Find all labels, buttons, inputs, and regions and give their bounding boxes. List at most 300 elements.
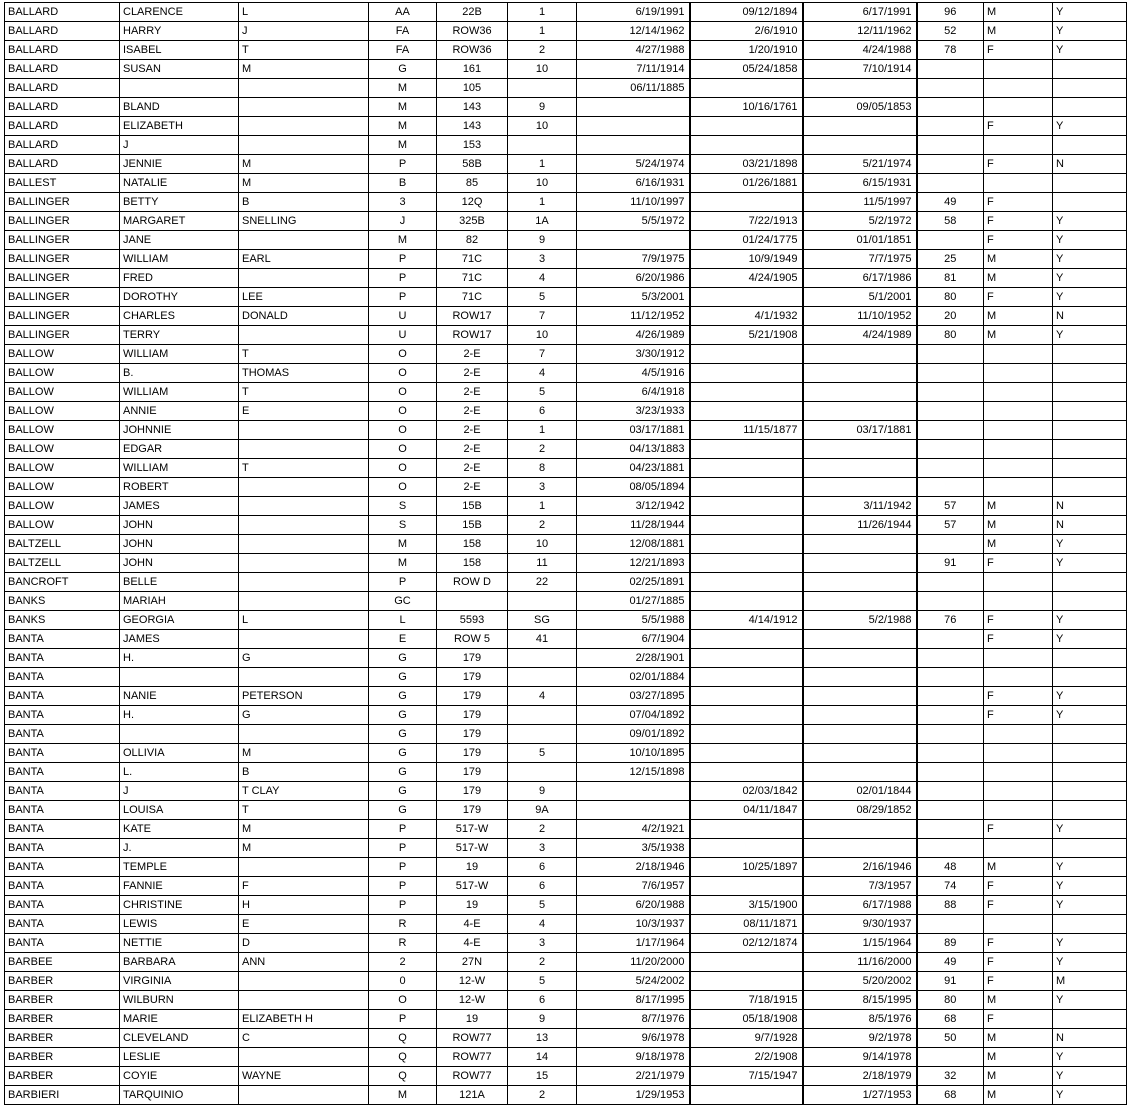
grave-cell: 4 [508, 269, 577, 288]
surname-cell: BALLARD [5, 41, 120, 60]
interment-date-cell [577, 782, 690, 801]
sex-cell [984, 478, 1053, 497]
age-cell [917, 839, 984, 858]
table-row [5, 915, 1127, 934]
surname-cell: BALLOW [5, 478, 120, 497]
grave-cell: 2 [508, 820, 577, 839]
surname-cell: BALLARD [5, 117, 120, 136]
age-cell: 89 [917, 934, 984, 953]
middle-name-cell [239, 269, 369, 288]
middle-name-cell [239, 535, 369, 554]
table-row [5, 820, 1127, 839]
lot-cell: 19 [437, 858, 508, 877]
table-row [5, 1029, 1127, 1048]
flag-cell: Y [1053, 269, 1127, 288]
grave-cell [508, 725, 577, 744]
sex-cell: F [984, 41, 1053, 60]
section-cell: O [369, 421, 437, 440]
first-name-cell: CHARLES [120, 307, 239, 326]
table-row [5, 345, 1127, 364]
table-row [5, 858, 1127, 877]
section-cell: B [369, 174, 437, 193]
lot-cell: ROW36 [437, 41, 508, 60]
age-cell [917, 649, 984, 668]
table-row [5, 1010, 1127, 1029]
lot-cell: ROW77 [437, 1048, 508, 1067]
sex-cell [984, 725, 1053, 744]
sex-cell: M [984, 1048, 1053, 1067]
flag-cell [1053, 136, 1127, 155]
age-cell: 57 [917, 497, 984, 516]
lot-cell: 517-W [437, 877, 508, 896]
flag-cell: N [1053, 516, 1127, 535]
age-cell [917, 98, 984, 117]
sex-cell: M [984, 991, 1053, 1010]
interment-date-cell: 8/17/1995 [577, 991, 690, 1010]
section-cell: FA [369, 22, 437, 41]
age-cell [917, 117, 984, 136]
flag-cell [1053, 839, 1127, 858]
death-date-cell: 3/11/1942 [803, 497, 917, 516]
interment-date-cell: 7/11/1914 [577, 60, 690, 79]
table-row [5, 706, 1127, 725]
death-date-cell: 6/15/1931 [803, 174, 917, 193]
flag-cell: Y [1053, 896, 1127, 915]
age-cell [917, 60, 984, 79]
death-date-cell: 6/17/1988 [803, 896, 917, 915]
age-cell: 25 [917, 250, 984, 269]
birth-date-cell: 05/24/1858 [690, 60, 803, 79]
section-cell: P [369, 288, 437, 307]
flag-cell [1053, 60, 1127, 79]
death-date-cell: 2/18/1979 [803, 1067, 917, 1086]
middle-name-cell: M [239, 820, 369, 839]
sex-cell: F [984, 1010, 1053, 1029]
flag-cell: Y [1053, 630, 1127, 649]
lot-cell: 12-W [437, 972, 508, 991]
birth-date-cell: 7/22/1913 [690, 212, 803, 231]
birth-date-cell [690, 592, 803, 611]
surname-cell: BANCROFT [5, 573, 120, 592]
section-cell: O [369, 991, 437, 1010]
birth-date-cell [690, 877, 803, 896]
surname-cell: BALLARD [5, 22, 120, 41]
sex-cell [984, 440, 1053, 459]
age-cell [917, 421, 984, 440]
table-row [5, 592, 1127, 611]
birth-date-cell [690, 497, 803, 516]
first-name-cell: JENNIE [120, 155, 239, 174]
table-row [5, 668, 1127, 687]
interment-date-cell: 07/04/1892 [577, 706, 690, 725]
birth-date-cell [690, 839, 803, 858]
lot-cell: 58B [437, 155, 508, 174]
birth-date-cell [690, 706, 803, 725]
section-cell: G [369, 801, 437, 820]
flag-cell: N [1053, 497, 1127, 516]
section-cell: P [369, 155, 437, 174]
table-row [5, 782, 1127, 801]
table-row [5, 991, 1127, 1010]
sex-cell: M [984, 858, 1053, 877]
first-name-cell [120, 79, 239, 98]
first-name-cell: OLLIVIA [120, 744, 239, 763]
flag-cell: Y [1053, 991, 1127, 1010]
flag-cell: Y [1053, 117, 1127, 136]
section-cell: L [369, 611, 437, 630]
death-date-cell: 1/15/1964 [803, 934, 917, 953]
death-date-cell: 5/2/1972 [803, 212, 917, 231]
middle-name-cell: M [239, 744, 369, 763]
surname-cell: BALLARD [5, 136, 120, 155]
lot-cell: 179 [437, 687, 508, 706]
sex-cell [984, 345, 1053, 364]
middle-name-cell: J [239, 22, 369, 41]
records-body [5, 3, 1127, 1105]
flag-cell: Y [1053, 611, 1127, 630]
lot-cell: 15B [437, 516, 508, 535]
middle-name-cell: SNELLING [239, 212, 369, 231]
surname-cell: BANTA [5, 858, 120, 877]
interment-date-cell: 12/14/1962 [577, 22, 690, 41]
interment-date-cell [577, 801, 690, 820]
grave-cell: 9A [508, 801, 577, 820]
flag-cell: Y [1053, 535, 1127, 554]
first-name-cell: J [120, 136, 239, 155]
grave-cell: 8 [508, 459, 577, 478]
middle-name-cell: ELIZABETH H [239, 1010, 369, 1029]
flag-cell: Y [1053, 326, 1127, 345]
surname-cell: BALLOW [5, 383, 120, 402]
first-name-cell: BETTY [120, 193, 239, 212]
age-cell [917, 687, 984, 706]
section-cell: 0 [369, 972, 437, 991]
birth-date-cell [690, 345, 803, 364]
first-name-cell: WILLIAM [120, 345, 239, 364]
middle-name-cell [239, 497, 369, 516]
first-name-cell: L. [120, 763, 239, 782]
grave-cell: 9 [508, 231, 577, 250]
sex-cell: M [984, 22, 1053, 41]
middle-name-cell: B [239, 193, 369, 212]
flag-cell: N [1053, 155, 1127, 174]
table-row [5, 440, 1127, 459]
section-cell: O [369, 459, 437, 478]
table-row [5, 364, 1127, 383]
birth-date-cell [690, 554, 803, 573]
death-date-cell: 09/05/1853 [803, 98, 917, 117]
interment-date-cell: 11/28/1944 [577, 516, 690, 535]
first-name-cell: SUSAN [120, 60, 239, 79]
table-row [5, 3, 1127, 22]
first-name-cell: JOHN [120, 554, 239, 573]
middle-name-cell: G [239, 649, 369, 668]
table-row [5, 155, 1127, 174]
first-name-cell: J [120, 782, 239, 801]
flag-cell: Y [1053, 877, 1127, 896]
first-name-cell: VIRGINIA [120, 972, 239, 991]
lot-cell: 2-E [437, 383, 508, 402]
section-cell: G [369, 60, 437, 79]
section-cell: R [369, 915, 437, 934]
table-row [5, 1067, 1127, 1086]
middle-name-cell: M [239, 839, 369, 858]
death-date-cell: 5/21/1974 [803, 155, 917, 174]
death-date-cell [803, 668, 917, 687]
death-date-cell [803, 687, 917, 706]
flag-cell [1053, 364, 1127, 383]
sex-cell [984, 174, 1053, 193]
middle-name-cell: L [239, 611, 369, 630]
section-cell: J [369, 212, 437, 231]
interment-date-cell: 2/21/1979 [577, 1067, 690, 1086]
birth-date-cell: 10/9/1949 [690, 250, 803, 269]
first-name-cell: ISABEL [120, 41, 239, 60]
sex-cell [984, 763, 1053, 782]
surname-cell: BALLINGER [5, 212, 120, 231]
birth-date-cell [690, 440, 803, 459]
flag-cell [1053, 193, 1127, 212]
section-cell: P [369, 250, 437, 269]
grave-cell: 10 [508, 326, 577, 345]
interment-date-cell: 09/01/1892 [577, 725, 690, 744]
lot-cell: 2-E [437, 440, 508, 459]
lot-cell: 179 [437, 744, 508, 763]
grave-cell: 6 [508, 402, 577, 421]
death-date-cell: 5/1/2001 [803, 288, 917, 307]
lot-cell: ROW77 [437, 1029, 508, 1048]
lot-cell: 517-W [437, 839, 508, 858]
first-name-cell: JANE [120, 231, 239, 250]
interment-date-cell: 08/05/1894 [577, 478, 690, 497]
table-row [5, 421, 1127, 440]
sex-cell [984, 915, 1053, 934]
flag-cell: N [1053, 307, 1127, 326]
grave-cell: 3 [508, 478, 577, 497]
surname-cell: BALLOW [5, 440, 120, 459]
grave-cell [508, 649, 577, 668]
middle-name-cell [239, 972, 369, 991]
section-cell: M [369, 554, 437, 573]
first-name-cell: BELLE [120, 573, 239, 592]
section-cell: G [369, 763, 437, 782]
flag-cell: Y [1053, 554, 1127, 573]
first-name-cell [120, 725, 239, 744]
sex-cell [984, 421, 1053, 440]
middle-name-cell: B [239, 763, 369, 782]
surname-cell: BALLINGER [5, 231, 120, 250]
age-cell: 20 [917, 307, 984, 326]
flag-cell: Y [1053, 231, 1127, 250]
interment-date-cell: 12/08/1881 [577, 535, 690, 554]
birth-date-cell: 3/15/1900 [690, 896, 803, 915]
middle-name-cell [239, 592, 369, 611]
death-date-cell: 11/10/1952 [803, 307, 917, 326]
table-row [5, 269, 1127, 288]
surname-cell: BALLINGER [5, 307, 120, 326]
interment-date-cell: 7/6/1957 [577, 877, 690, 896]
age-cell: 68 [917, 1010, 984, 1029]
section-cell: M [369, 98, 437, 117]
interment-date-cell: 5/3/2001 [577, 288, 690, 307]
table-row [5, 953, 1127, 972]
age-cell: 96 [917, 3, 984, 22]
middle-name-cell: D [239, 934, 369, 953]
interment-date-cell: 12/21/1893 [577, 554, 690, 573]
sex-cell [984, 402, 1053, 421]
lot-cell: ROW77 [437, 1067, 508, 1086]
table-row [5, 60, 1127, 79]
table-row [5, 611, 1127, 630]
first-name-cell: TARQUINIO [120, 1086, 239, 1105]
table-row [5, 896, 1127, 915]
birth-date-cell [690, 535, 803, 554]
sex-cell [984, 573, 1053, 592]
first-name-cell: B. [120, 364, 239, 383]
interment-date-cell: 04/23/1881 [577, 459, 690, 478]
interment-date-cell: 02/01/1884 [577, 668, 690, 687]
surname-cell: BARBER [5, 991, 120, 1010]
birth-date-cell [690, 364, 803, 383]
sex-cell: F [984, 554, 1053, 573]
interment-date-cell: 3/23/1933 [577, 402, 690, 421]
grave-cell: 4 [508, 687, 577, 706]
section-cell: M [369, 1086, 437, 1105]
grave-cell: 1 [508, 193, 577, 212]
death-date-cell [803, 630, 917, 649]
death-date-cell: 9/14/1978 [803, 1048, 917, 1067]
death-date-cell [803, 592, 917, 611]
death-date-cell: 5/2/1988 [803, 611, 917, 630]
age-cell: 80 [917, 326, 984, 345]
grave-cell: 14 [508, 1048, 577, 1067]
sex-cell [984, 60, 1053, 79]
middle-name-cell: M [239, 60, 369, 79]
death-date-cell: 8/5/1976 [803, 1010, 917, 1029]
first-name-cell: MARGARET [120, 212, 239, 231]
first-name-cell: KATE [120, 820, 239, 839]
table-row [5, 41, 1127, 60]
table-row [5, 801, 1127, 820]
surname-cell: BANTA [5, 820, 120, 839]
grave-cell: 22 [508, 573, 577, 592]
surname-cell: BANTA [5, 801, 120, 820]
section-cell: G [369, 687, 437, 706]
section-cell: G [369, 706, 437, 725]
interment-date-cell: 3/30/1912 [577, 345, 690, 364]
flag-cell: Y [1053, 1067, 1127, 1086]
death-date-cell [803, 839, 917, 858]
surname-cell: BALLARD [5, 3, 120, 22]
lot-cell: ROW D [437, 573, 508, 592]
middle-name-cell [239, 554, 369, 573]
grave-cell: 2 [508, 516, 577, 535]
table-row [5, 459, 1127, 478]
section-cell: P [369, 573, 437, 592]
sex-cell [984, 839, 1053, 858]
death-date-cell: 4/24/1989 [803, 326, 917, 345]
birth-date-cell [690, 459, 803, 478]
birth-date-cell: 03/21/1898 [690, 155, 803, 174]
sex-cell: M [984, 250, 1053, 269]
first-name-cell: LOUISA [120, 801, 239, 820]
section-cell: P [369, 820, 437, 839]
birth-date-cell: 10/16/1761 [690, 98, 803, 117]
lot-cell: 2-E [437, 345, 508, 364]
birth-date-cell [690, 1086, 803, 1105]
sex-cell: M [984, 1067, 1053, 1086]
age-cell: 58 [917, 212, 984, 231]
surname-cell: BANTA [5, 782, 120, 801]
death-date-cell [803, 725, 917, 744]
surname-cell: BALLOW [5, 345, 120, 364]
middle-name-cell [239, 991, 369, 1010]
age-cell [917, 820, 984, 839]
death-date-cell [803, 364, 917, 383]
middle-name-cell [239, 421, 369, 440]
death-date-cell [803, 554, 917, 573]
sex-cell [984, 592, 1053, 611]
grave-cell: 1 [508, 22, 577, 41]
birth-date-cell: 2/2/1908 [690, 1048, 803, 1067]
grave-cell: 1A [508, 212, 577, 231]
death-date-cell: 6/17/1991 [803, 3, 917, 22]
age-cell [917, 706, 984, 725]
birth-date-cell: 10/25/1897 [690, 858, 803, 877]
flag-cell: Y [1053, 953, 1127, 972]
lot-cell: 4-E [437, 915, 508, 934]
middle-name-cell: DONALD [239, 307, 369, 326]
table-row [5, 1086, 1127, 1105]
section-cell: R [369, 934, 437, 953]
flag-cell: Y [1053, 820, 1127, 839]
death-date-cell: 03/17/1881 [803, 421, 917, 440]
age-cell [917, 668, 984, 687]
table-row [5, 231, 1127, 250]
grave-cell: 9 [508, 782, 577, 801]
death-date-cell: 11/26/1944 [803, 516, 917, 535]
death-date-cell [803, 402, 917, 421]
middle-name-cell: L [239, 3, 369, 22]
lot-cell [437, 592, 508, 611]
middle-name-cell [239, 117, 369, 136]
middle-name-cell: E [239, 402, 369, 421]
interment-date-cell: 8/7/1976 [577, 1010, 690, 1029]
section-cell: O [369, 478, 437, 497]
table-row [5, 478, 1127, 497]
flag-cell: Y [1053, 858, 1127, 877]
interment-date-cell: 5/5/1988 [577, 611, 690, 630]
table-row [5, 839, 1127, 858]
death-date-cell [803, 383, 917, 402]
surname-cell: BANTA [5, 668, 120, 687]
lot-cell: ROW17 [437, 326, 508, 345]
table-row [5, 193, 1127, 212]
first-name-cell: LEWIS [120, 915, 239, 934]
flag-cell [1053, 459, 1127, 478]
lot-cell: 71C [437, 269, 508, 288]
section-cell: G [369, 725, 437, 744]
grave-cell: 1 [508, 155, 577, 174]
records-table [4, 2, 1127, 1105]
interment-date-cell: 3/5/1938 [577, 839, 690, 858]
table-row [5, 117, 1127, 136]
sex-cell: M [984, 497, 1053, 516]
age-cell [917, 592, 984, 611]
flag-cell [1053, 573, 1127, 592]
section-cell: E [369, 630, 437, 649]
sex-cell: F [984, 212, 1053, 231]
